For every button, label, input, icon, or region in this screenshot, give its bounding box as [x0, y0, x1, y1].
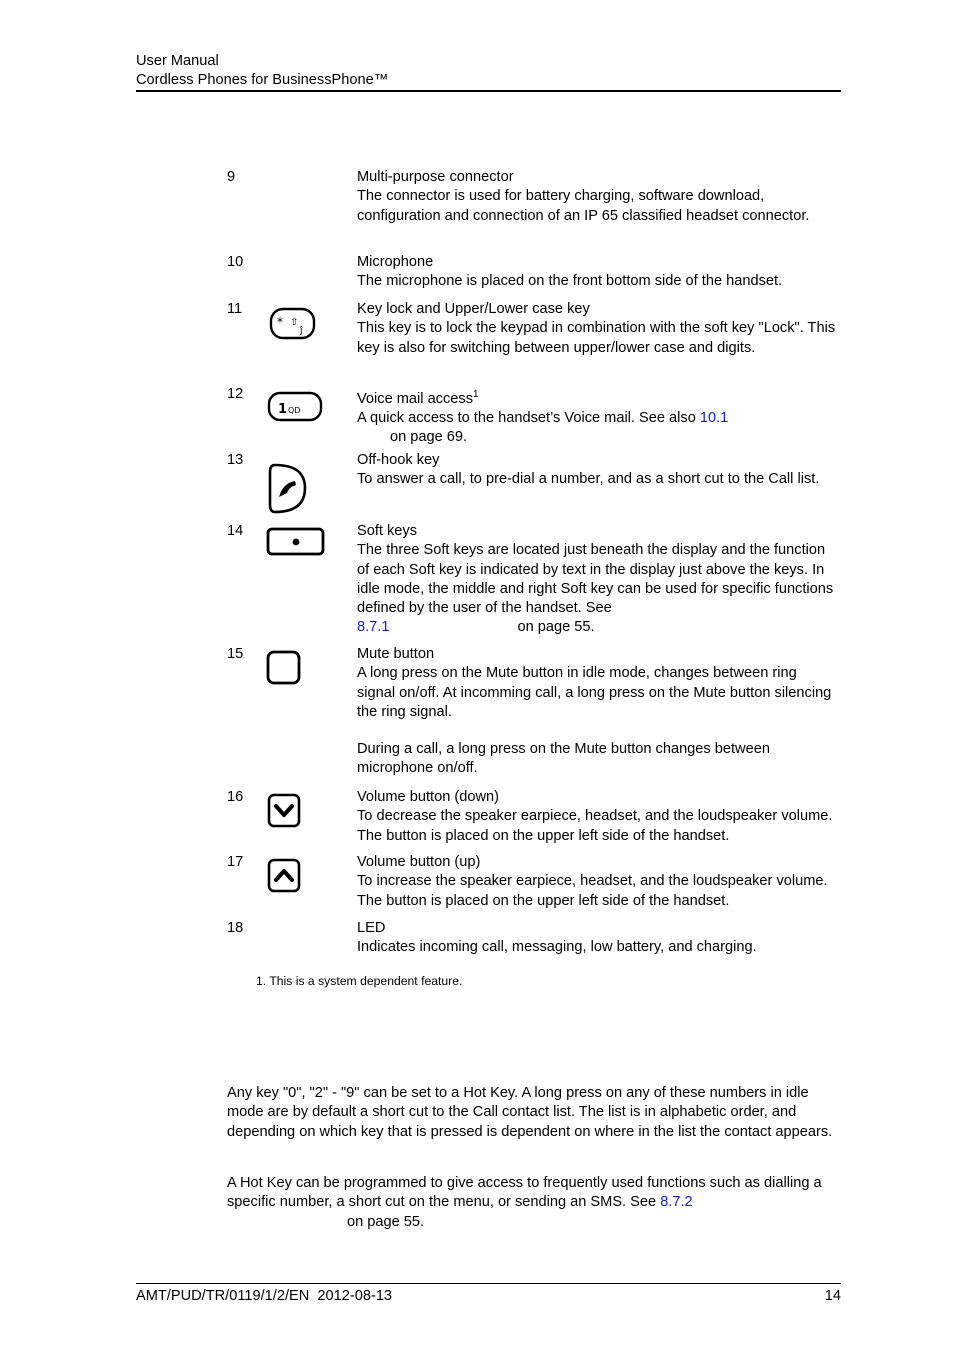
item-description	[357, 253, 837, 292]
item-body	[357, 409, 837, 448]
item-description	[357, 385, 837, 448]
section-link-8-7-2[interactable]: 8.7.2	[660, 1194, 693, 1211]
hotkey-paragraph-1: Any key "0", "2" - "9" can be set to a Hot Key. A long press on any of these numbers in idle mode are by default a short cut to the Call contact list. The list is in alphabetic order, and depending on which key that is pressed is dependent on where in the list the contact appears.	[227, 1085, 833, 1140]
item-number: 11	[227, 301, 243, 317]
item-body: The connector is used for battery charging, software download, configuration and connection of an IP 65 classified headset connector.	[357, 188, 810, 224]
item-body	[357, 541, 837, 637]
item-description	[357, 451, 837, 490]
item-number: 17	[227, 854, 244, 870]
item-title: Key lock and Upper/Lower case key	[357, 301, 590, 317]
item-number: 16	[227, 789, 244, 805]
item-number: 13	[227, 452, 244, 468]
header-text	[136, 52, 841, 90]
svg-text:*: *	[277, 315, 283, 329]
item-body: This key is to lock the keypad in combination with the soft key "Lock". This key is also for switching between upper/lower case and digits.	[357, 320, 836, 356]
item-description	[357, 645, 837, 779]
item-body-text: The three Soft keys are located just beneath the display and the function of each Soft key is indicated by text in the display just above the keys. In idle mode, the middle and right Soft key can be used for specific functions defined by the user of the handset. See	[357, 542, 834, 617]
document-id: AMT/PUD/TR/0119/1/2/EN 2012-08-13	[136, 1288, 393, 1304]
item-description	[357, 168, 837, 226]
item-title: Multi-purpose connector	[357, 169, 514, 185]
item-description	[357, 919, 837, 958]
item-title-text: Voice mail access	[357, 390, 473, 407]
item-description	[357, 300, 837, 358]
item-body: A long press on the Mute button in idle mode, changes between ring signal on/off. At incomming call, a long press on the Mute button silencing the ring signal.	[357, 665, 832, 720]
item-number: 10	[227, 254, 244, 270]
section-link-8-7-1[interactable]: 8.7.1	[357, 619, 390, 636]
item-number: 15	[227, 646, 244, 662]
footnote: 1. This is a system dependent feature.	[256, 974, 463, 988]
item-number: 9	[227, 169, 236, 185]
item-description	[357, 788, 837, 846]
item-title: Off-hook key	[357, 452, 440, 468]
hotkey-page-ref: on page 55.	[347, 1213, 425, 1230]
item-number: 18	[227, 920, 244, 936]
mute-button-icon	[265, 649, 305, 687]
item-title: Microphone	[357, 254, 434, 270]
star-lock-key-icon	[265, 307, 319, 341]
item-body: The microphone is placed on the front bottom side of the handset.	[357, 273, 783, 290]
hotkey-paragraph-2-text: A Hot Key can be programmed to give access to frequently used functions such as dialling a specific number, a short cut on the menu, or sending an SMS. See	[227, 1175, 822, 1211]
item-body-page-ref: on page 69.	[390, 429, 468, 446]
item-title	[357, 385, 837, 409]
item-title: Mute button	[357, 646, 435, 662]
item-body-page-ref: on page 55.	[517, 619, 595, 636]
item-body: To answer a call, to pre-dial a number, and as a short cut to the Call list.	[357, 471, 820, 488]
footer-rule	[136, 1283, 841, 1284]
volume-up-icon	[265, 858, 305, 894]
soft-key-icon	[265, 526, 327, 558]
item-title: Volume button (down)	[357, 789, 499, 805]
item-number: 12	[227, 386, 244, 402]
item-description	[357, 853, 837, 911]
off-hook-key-icon	[265, 459, 311, 517]
voicemail-key-icon	[265, 391, 325, 423]
header-subtitle: Cordless Phones for BusinessPhone™	[136, 72, 389, 88]
item-body-text: A quick access to the handset’s Voice mail. See also	[357, 410, 700, 427]
item-title: Soft keys	[357, 523, 418, 539]
item-title: LED	[357, 920, 386, 936]
item-body-2: During a call, a long press on the Mute button changes between microphone on/off.	[357, 741, 770, 777]
item-body: To increase the speaker earpiece, headset, and the loudspeaker volume. The button is placed on the upper left side of the handset.	[357, 873, 828, 909]
svg-text:⇧: ⇧	[290, 317, 299, 328]
item-description	[357, 522, 837, 638]
hotkey-paragraph-2	[227, 1174, 839, 1232]
item-number: 14	[227, 523, 244, 539]
svg-text:QD: QD	[288, 406, 301, 415]
svg-text:ĵ: ĵ	[300, 326, 303, 336]
volume-down-icon	[265, 793, 305, 829]
header-rule	[136, 90, 841, 92]
item-title: Volume button (up)	[357, 854, 481, 870]
header-title: User Manual	[136, 53, 219, 69]
section-link-10-1[interactable]: 10.1	[699, 410, 729, 427]
svg-text:1: 1	[278, 402, 288, 417]
item-body: To decrease the speaker earpiece, headset, and the loudspeaker volume. The button is placed on the upper left side of the handset.	[357, 808, 833, 844]
footnote-ref: 1	[473, 389, 479, 400]
paragraph-gap	[357, 722, 837, 740]
item-body: Indicates incoming call, messaging, low battery, and charging.	[357, 939, 757, 956]
page-number: 14	[824, 1288, 841, 1304]
